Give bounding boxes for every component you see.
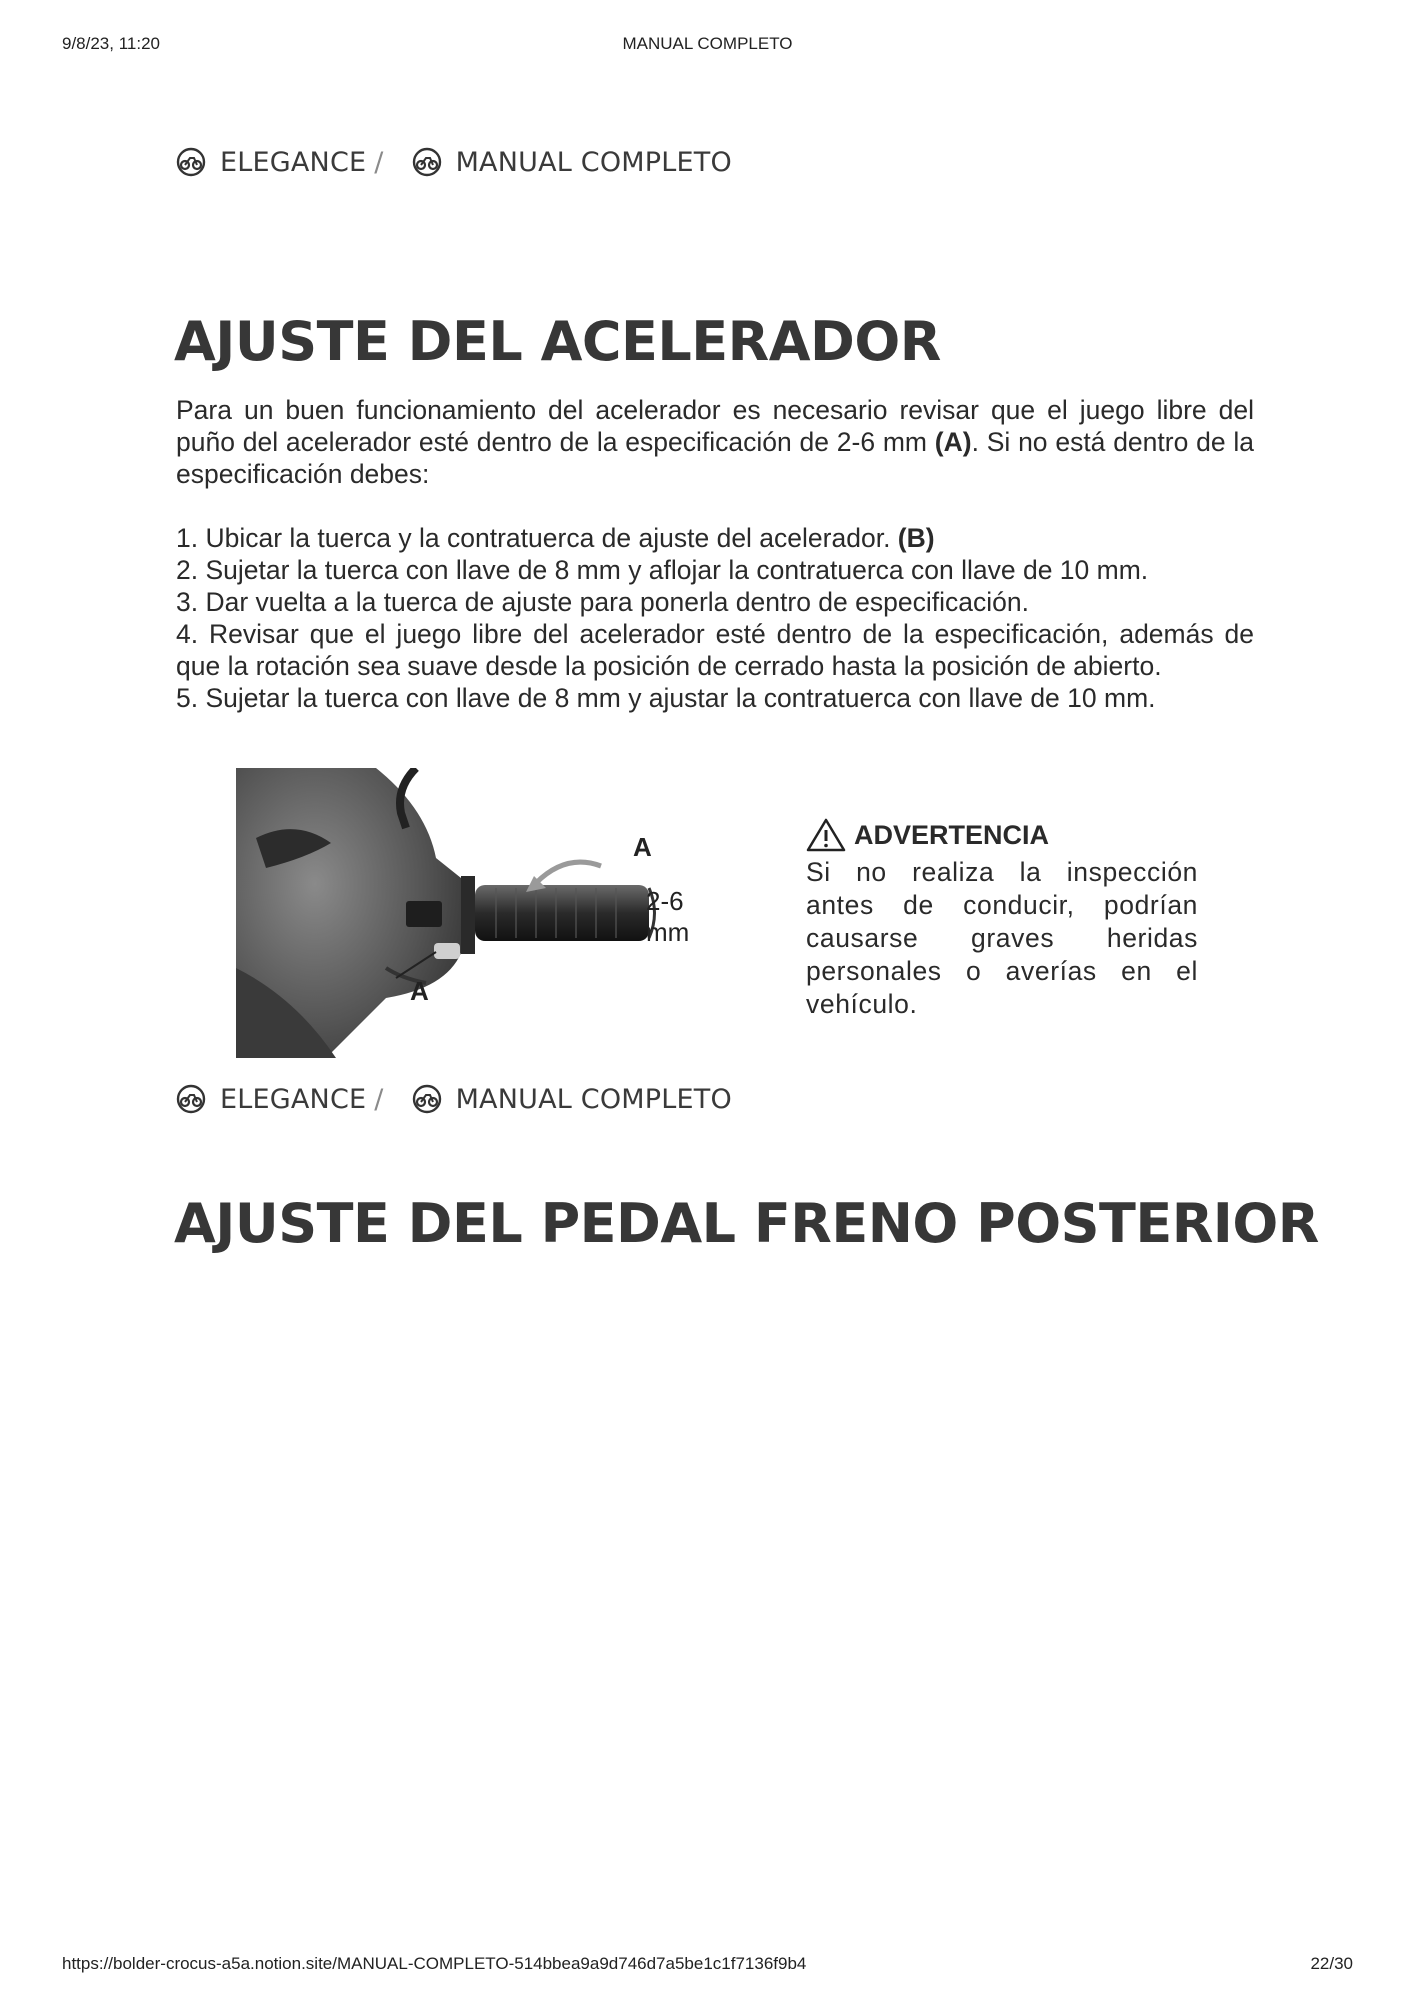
breadcrumb-label: MANUAL COMPLETO: [455, 1083, 732, 1115]
print-title: MANUAL COMPLETO: [622, 34, 793, 53]
step-item: 3. Dar vuelta a la tuerca de ajuste para ponerla dentro de especificación.: [176, 587, 1029, 617]
figure-label-measure: 2-6 mm: [646, 886, 690, 947]
figure-label-a-top: A: [633, 832, 652, 862]
step-item: 1. Ubicar la tuerca y la contratuerca de ajuste del acelerador. (B): [176, 523, 935, 553]
print-page-number: 22/30: [1310, 1954, 1353, 1973]
motorcycle-logo-icon: [176, 147, 206, 177]
warning-triangle-icon: [806, 818, 846, 852]
intro-ref: (A): [934, 427, 972, 457]
figure-label-a-bottom: A: [410, 976, 429, 1006]
breadcrumb-item-elegance[interactable]: [176, 1084, 366, 1115]
breadcrumb-label: ELEGANCE: [220, 1083, 367, 1115]
breadcrumb: [176, 142, 732, 182]
print-url[interactable]: https://bolder-crocus-a5a.notion.site/MANUAL-COMPLETO-514bbea9a9d746d7a5be1c1f7136f9b4: [62, 1954, 807, 1973]
breadcrumb-item-manual[interactable]: [412, 147, 732, 178]
breadcrumb-item-elegance[interactable]: [176, 147, 366, 178]
print-header: [0, 34, 1415, 58]
motorcycle-logo-icon: [412, 1084, 442, 1114]
steps-list: [176, 522, 1254, 714]
breadcrumb-label: ELEGANCE: [220, 146, 367, 178]
intro-text: Para un buen funcionamiento del acelerador es necesario revisar que el juego libre del puño del acelerador esté dentro de la especificación de 2-6 mm: [176, 395, 1254, 457]
intro-end: . Si no está dentro de la especificación debes:: [176, 427, 1254, 489]
breadcrumb: [176, 1079, 732, 1119]
print-footer: [0, 1954, 1415, 1978]
motorcycle-logo-icon: [412, 147, 442, 177]
motorcycle-logo-icon: [176, 1084, 206, 1114]
section-heading: AJUSTE DEL ACELERADOR: [174, 310, 941, 373]
breadcrumb-separator: /: [374, 1083, 384, 1115]
scanned-instructions: [176, 394, 1254, 714]
breadcrumb-item-manual[interactable]: [412, 1084, 732, 1115]
warning-box: [806, 818, 1198, 1021]
throttle-figure: [236, 768, 690, 1058]
warning-title: ADVERTENCIA: [854, 819, 1050, 850]
warning-body: Si no realiza la inspección antes de conducir, podrían causarse graves heridas personales o averías en el vehículo.: [806, 857, 1198, 1019]
step-item: 2. Sujetar la tuerca con llave de 8 mm y aflojar la contratuerca con llave de 10 mm.: [176, 555, 1149, 585]
section-heading: AJUSTE DEL PEDAL FRENO POSTERIOR: [174, 1192, 1319, 1255]
print-datetime: 9/8/23, 11:20: [62, 34, 160, 53]
breadcrumb-label: MANUAL COMPLETO: [455, 146, 732, 178]
throttle-photo: [236, 768, 672, 1058]
intro-paragraph: [176, 394, 1254, 490]
warning-title-row: [806, 818, 1198, 852]
step-item: 5. Sujetar la tuerca con llave de 8 mm y ajustar la contratuerca con llave de 10 mm.: [176, 683, 1156, 713]
step-item: 4. Revisar que el juego libre del acelerador esté dentro de la especificación, además de que la rotación sea suave desde la posición de cerrado hasta la posición de abierto.: [176, 619, 1254, 681]
breadcrumb-separator: /: [374, 146, 384, 178]
